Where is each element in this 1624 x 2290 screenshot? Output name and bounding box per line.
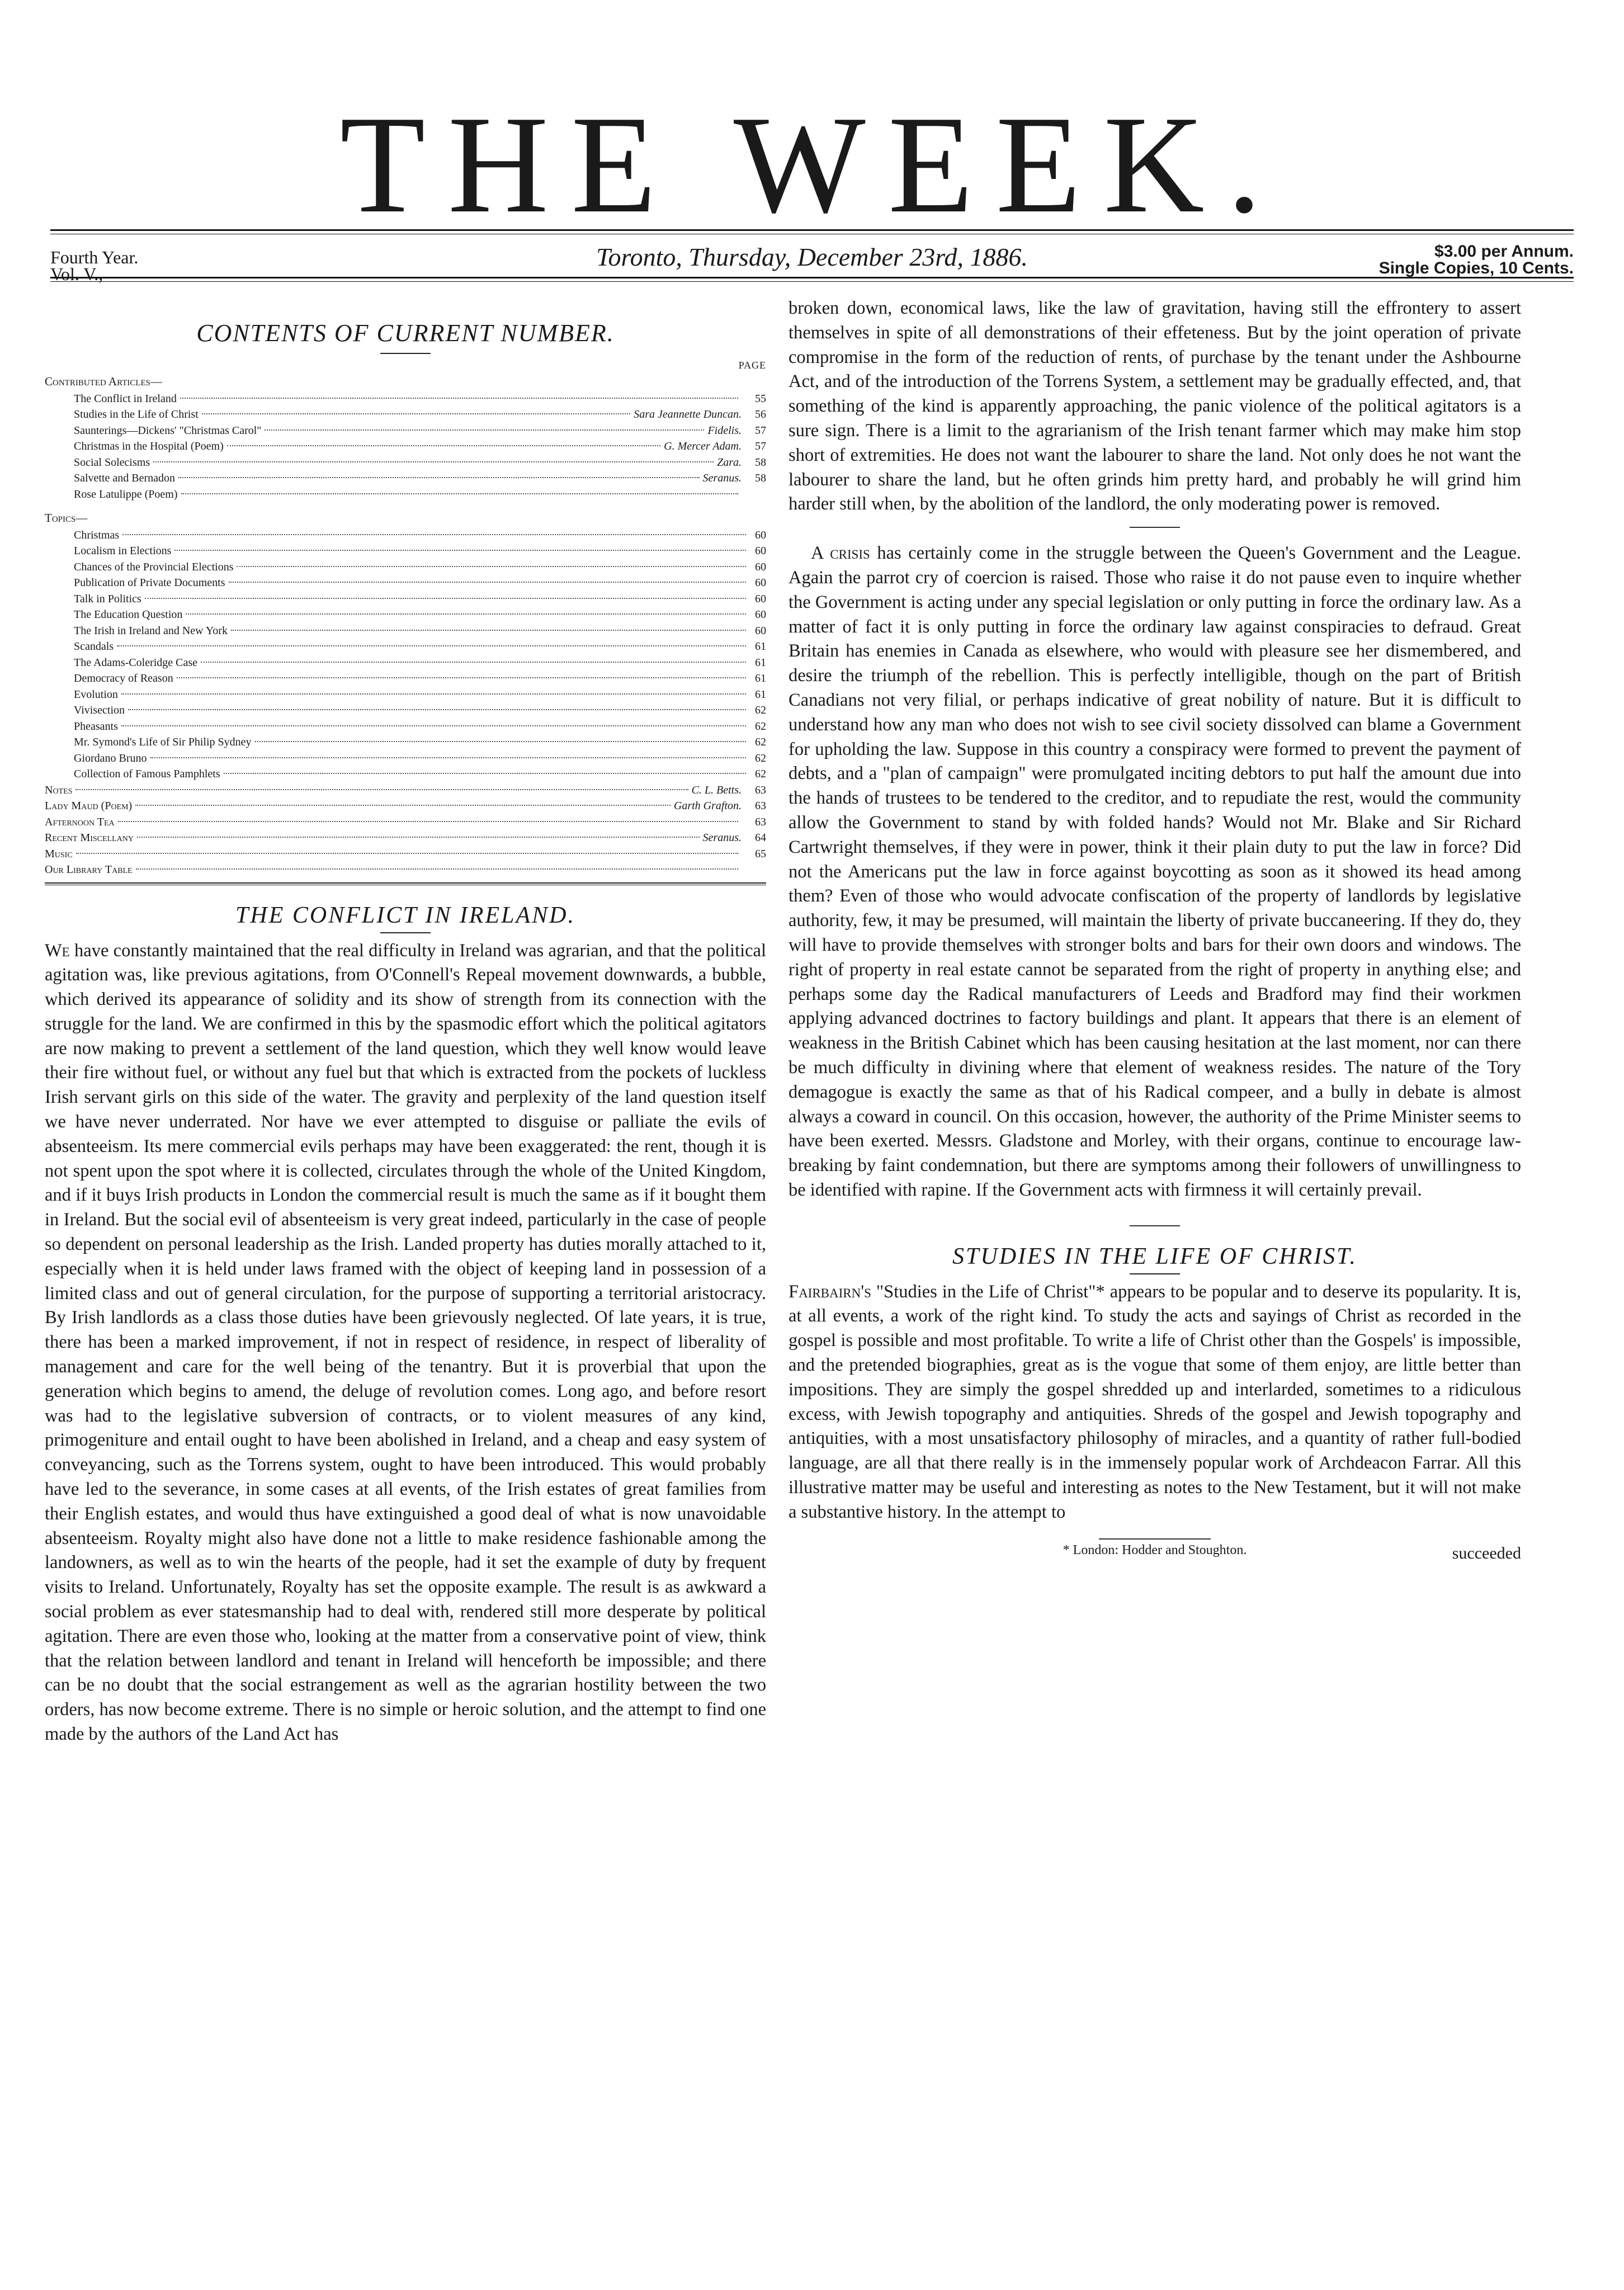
toc-leader-dots: [145, 598, 746, 599]
article-lead-word: We: [45, 940, 70, 961]
article-title-studies-life-of-christ: STUDIES IN THE LIFE OF CHRIST.: [952, 1243, 1357, 1269]
toc-entry-title: The Education Question: [74, 608, 183, 621]
toc-leader-dots: [237, 566, 746, 567]
contents-page-header: PAGE: [738, 360, 766, 371]
toc-leader-dots: [201, 662, 746, 663]
toc-leader-dots: [186, 613, 746, 615]
article-text: has certainly come in the struggle between the Queen's Government and the League. Again the parrot cry of coercion is raised. Those who raise it do not pause even to inquire whether the Government is acting under any special legislation or only putting in force the ordinary law. As a matter of fact it is only putting in force the ordinary law against conspiracies to defraud. Great Britain has enemies in Canada as elsewhere, who would with pleasure see her dismembered, and desire the triumph of the rebellion. This is perfectly intelligible, though on the part of British Canadians not very filial, or perhaps indicative of great nobility of nature. But it is difficult to understand how any man who does not wish to see civil society dissolved can blame a Government for upholding the law. Suppose in this country a conspiracy were formed to prevent the payment of debts, and a "plan of campaign" were promulgated inciting debtors to put half the amount due into the hands of trustees to be tendered to the creditor, and to repudiate the rest, would the community allow the Government to stand by with folded hands? Would not Mr. Blake and Sir Richard Cartwright themselves, if they were in power, think it their plain duty to put the law in force? Did not the Americans put the law in force against boycotting as soon as it showed its head among them? Even of those who would advocate confiscation of the property of landlords by legislative authority, few, it may be presumed, will maintain the liberty of private buccaneering. If they do, they will have to provide themselves with stronger bolts and bars for their own doors and windows. The right of property in real estate cannot be separated from the right of property in anything else; and perhaps some day the Radical manufacturers of Leeds and Bradford may find their workmen applying advanced doctrines to factory buildings and plant. It appears that there is an element of weakness in the British Cabinet which has been causing hesitation at the last moment, nor can there be much difficulty in divining where that element of weakness resides. The nature of the Tory demagogue is exactly the same as that of his Radical compeer, and a bully in debate is almost always a coward in council. On this occasion, however, the authority of the Prime Minister seems to have been exerted. Messrs. Gladstone and Morley, with their organs, continue to encourage law-breaking by faint condemnation, but there are symptoms among their followers of unwillingness to be identified with rapine. If the Government acts with firmness it will certainly prevail.: [789, 543, 1521, 1200]
catchword: succeeded: [1452, 1543, 1521, 1562]
toc-entry: [45, 470, 766, 487]
toc-entry-page: 62: [755, 704, 766, 716]
toc-leader-dots: [122, 534, 746, 535]
article-text: have constantly maintained that the real difficulty in Ireland was agrarian, and that the political agitation was, like previous agitations, from O'Connell's Repeal movement downwards, a bubble, which derived its appearance of solidity and its show of strength from its connection with the struggle for the land. We are confirmed in this by the spasmodic effort which the political agitators are now making to prevent a settlement of the land question, which they well know would leave their fire without fuel, or without any fuel but that which is extracted from the pockets of luckless Irish servant girls on this side of the water. The gravity and perplexity of the land question itself we have never underrated. Nor have we ever attempted to disguise or palliate the evils of absenteeism. Its mere commercial evils perhaps may have been exaggerated: the rent, though it is not spent upon the spot where it is collected, circulates through the whole of the United Kingdom, and if it buys Irish products in London the commercial result is much the same as if it bought them in Ireland. But the social evil of absenteeism is very great indeed, particularly in the case of people so dependent on personal leadership as the Irish. Landed property has duties morally attached to it, especially when it is held under laws framed with the object of keeping land in possession of a limited class and out of general circulation, for the purpose of supporting a territorial aristocracy. By Irish landlords as a class those duties have been grievously neglected. Of late years, it is true, there has been a marked improvement, if not in respect of residence, in respect of liberality of management and care for the well being of the tenantry. But it is proverbial that upon the generation which begins to amend, the deluge of revolution comes. Long ago, and before resort was had to the legislative subversion of contracts, or to violent measures of any kind, primogeniture and entail ought to have been abolished in Ireland, and a cheap and easy system of conveyancing, such as the Torrens system, ought to have been introduced. This would probably have led to the severance, in some cases at all events, of the Irish estates of great families from their English estates, and would thus have extinguished a good deal of what is now unavoidable absenteeism. Royalty might also have done not a little to make residence fashionable among the landowners, as well as to win the hearts of the people, had it set the example of duty by frequent visits to Ireland. Unfortunately, Royalty has set the opposite example. The result is as awkward a social problem as ever statesmanship had to deal with, rendered still more desperate by political agitation. There are even those who, looking at the matter from a conservative point of view, think that the relation between landlord and tenant in Ireland will henceforth be impossible; and there can be no doubt that the social estrangement as well as the agrarian hostility between the two orders, has now become extreme. There is no simple or heroic solution, and the attempt to find one made by the authors of the Land Act has: [45, 940, 766, 1744]
section-divider: [1130, 1225, 1180, 1226]
toc-entry-title: Publication of Private Documents: [74, 577, 225, 589]
toc-entry-page: 65: [755, 847, 766, 860]
toc-entry-title: Notes: [45, 783, 73, 796]
toc-entry-author: Seranus.: [702, 832, 742, 844]
contents-end-rule: [45, 882, 766, 884]
toc-entry: [45, 423, 766, 439]
toc-entry-page: 61: [755, 640, 766, 653]
toc-entry-author: C. L. Betts.: [691, 783, 742, 796]
toc-entry-title: Chances of the Provincial Elections: [74, 560, 234, 573]
toc-leader-dots: [121, 693, 746, 695]
toc-entry-title: Collection of Famous Pamphlets: [74, 768, 220, 780]
toc-entry: [45, 607, 766, 623]
toc-entry: [45, 575, 766, 591]
toc-entry-author: Garth Grafton.: [673, 800, 742, 812]
toc-entry: [45, 782, 766, 799]
toc-entry-title: Democracy of Reason: [74, 672, 173, 684]
toc-entry: [45, 487, 766, 503]
toc-leader-dots: [75, 789, 688, 790]
right-column: [789, 296, 1521, 2265]
dateline: [50, 238, 1574, 284]
toc-entry: [45, 671, 766, 687]
article-body-studies-life-of-christ: [789, 1280, 1521, 1525]
toc-entry: [45, 527, 766, 544]
toc-entry-title: Christmas in the Hospital (Poem): [74, 440, 224, 452]
toc-entry-page: 57: [755, 440, 766, 452]
toc-leader-dots: [128, 709, 746, 710]
masthead-rule-top: [50, 229, 1574, 231]
toc-entry-title: Vivisection: [74, 704, 125, 716]
article-lead-word: Fairbairn's: [789, 1281, 871, 1302]
toc-entry: [45, 798, 766, 814]
toc-entry-title: The Conflict in Ireland: [74, 392, 177, 405]
toc-entry-title: Localism in Elections: [74, 545, 172, 557]
toc-entry-page: 55: [755, 392, 766, 405]
toc-entry-page: 63: [755, 783, 766, 796]
toc-leader-dots: [76, 853, 738, 854]
footnote: * London: Hodder and Stoughton.: [1063, 1542, 1247, 1557]
article-title-rule: [380, 932, 431, 933]
toc-entry-title: The Adams-Coleridge Case: [74, 656, 198, 669]
article-continuation-conflict-in-ireland: broken down, economical laws, like the law of gravitation, having still the effrontery to assert themselves in spite of all demonstrations of their effeteness. But by the joint operation of private compromise in the form of the reduction of rents, of purchase by the tenant under the Ashbourne Act, and of the introduction of the Torrens System, a settlement may be gradually effected, and, that something of the kind is apparently approaching, the panic violence of the political agitators is a sure sign. There is a limit to the agrarianism of the Irish tenant farmer which may make him stop short of extremities. He does not want the labourer to share the land. Not only does he not want the labourer to share the land, but he often grinds him pretty hard, and probably he will grind him harder still when, by the abolition of the landlord, the only moderating power is removed.: [789, 298, 1521, 514]
toc-leader-dots: [118, 821, 738, 822]
toc-entry-page: 61: [755, 672, 766, 684]
toc-leader-dots: [117, 645, 746, 646]
volume-info: Fourth Year. Vol. V.,: [50, 247, 139, 284]
toc-entry-page: 61: [755, 656, 766, 669]
price-info: $3.00 per Annum. Single Copies, 10 Cents.: [1378, 242, 1574, 277]
toc-entry: [45, 766, 766, 782]
contents-title-rule: [380, 353, 431, 354]
toc-entry-title: The Irish in Ireland and New York: [74, 624, 228, 637]
toc-leader-dots: [229, 582, 746, 583]
toc-entry: [45, 655, 766, 671]
toc-entry-title: Christmas: [74, 528, 120, 541]
toc-leader-dots: [150, 757, 746, 758]
toc-entry: [45, 862, 766, 878]
section-divider: [1130, 527, 1180, 528]
toc-entry-title: Lady Maud (Poem): [45, 800, 133, 812]
toc-entry: [45, 391, 766, 407]
toc-entry: [45, 438, 766, 455]
toc-entry: [45, 702, 766, 719]
toc-entry: [45, 543, 766, 559]
toc-leader-dots: [137, 837, 700, 838]
toc-entry-page: 63: [755, 815, 766, 828]
toc-entry-author: Zara.: [717, 456, 742, 469]
toc-leader-dots: [265, 429, 704, 431]
masthead: [50, 87, 1574, 242]
toc-leader-dots: [180, 398, 738, 399]
toc-entry-title: Talk in Politics: [74, 592, 141, 605]
toc-leader-dots: [255, 741, 746, 742]
footnote-rule: [1099, 1538, 1211, 1540]
toc-entry-page: 60: [755, 545, 766, 557]
toc-other-list: [45, 782, 766, 878]
toc-entry-page: 62: [755, 768, 766, 780]
toc-contributed-list: [45, 391, 766, 503]
toc-entry-page: 60: [755, 624, 766, 637]
toc-leader-dots: [227, 445, 660, 446]
toc-leader-dots: [202, 413, 631, 414]
toc-entry-page: 64: [755, 832, 766, 844]
dateline-rule-bottom: [50, 277, 1574, 278]
toc-entry: [45, 559, 766, 575]
masthead-title: THE WEEK.: [339, 87, 1285, 242]
article-lead-word: A crisis: [811, 543, 870, 564]
toc-entry-title: Afternoon Tea: [45, 815, 115, 828]
toc-leader-dots: [121, 725, 746, 726]
toc-entry-title: Mr. Symond's Life of Sir Philip Sydney: [74, 736, 252, 748]
dateline-rule-bottom-thin: [50, 281, 1574, 282]
toc-entry-title: Social Solecisms: [74, 456, 150, 469]
toc-entry: [45, 814, 766, 830]
contents-title: CONTENTS OF CURRENT NUMBER.: [196, 319, 615, 347]
toc-entry-page: 62: [755, 720, 766, 733]
toc-entry-page: 60: [755, 560, 766, 573]
toc-entry: [45, 591, 766, 607]
toc-entry-title: Pheasants: [74, 720, 118, 733]
toc-entry-title: Giordano Bruno: [74, 752, 147, 764]
toc-entry-author: G. Mercer Adam.: [664, 440, 742, 452]
toc-entry: [45, 750, 766, 767]
left-column: [45, 296, 766, 2265]
toc-entry-title: Salvette and Bernadon: [74, 472, 176, 484]
toc-entry: [45, 687, 766, 703]
toc-leader-dots: [224, 773, 746, 774]
toc-entry-page: 60: [755, 608, 766, 621]
toc-entry-author: Sara Jeannette Duncan.: [634, 408, 742, 421]
toc-entry: [45, 407, 766, 423]
toc-entry: [45, 734, 766, 750]
issue-date: Toronto, Thursday, December 23rd, 1886.: [596, 243, 1028, 271]
toc-entry: [45, 830, 766, 846]
toc-leader-dots: [174, 550, 746, 551]
toc-entry-page: 60: [755, 592, 766, 605]
toc-leader-dots: [136, 868, 738, 870]
toc-entry-title: Evolution: [74, 688, 118, 701]
article-body-conflict-in-ireland: [45, 939, 766, 1747]
article-title-rule: [1130, 1273, 1180, 1274]
article-body-crisis: [789, 541, 1521, 1203]
toc-entry-page: 56: [755, 408, 766, 421]
toc-entry: [45, 846, 766, 862]
toc-entry-page: 61: [755, 688, 766, 701]
toc-entry-page: 60: [755, 528, 766, 541]
toc-entry: [45, 719, 766, 735]
toc-entry-page: 60: [755, 577, 766, 589]
toc-entry-title: Recent Miscellany: [45, 832, 134, 844]
toc-entry: [45, 639, 766, 655]
toc-entry-page: 62: [755, 752, 766, 764]
toc-topics-list: [45, 527, 766, 782]
toc-entry-title: Our Library Table: [45, 863, 133, 876]
toc-leader-dots: [153, 461, 714, 462]
table-of-contents: [45, 374, 766, 878]
toc-entry-page: 62: [755, 736, 766, 748]
toc-leader-dots: [178, 477, 699, 478]
toc-entry: [45, 455, 766, 471]
toc-section-topics: Topics—: [45, 511, 88, 525]
toc-entry-page: 58: [755, 456, 766, 469]
toc-entry-author: Seranus.: [702, 472, 742, 484]
toc-entry-title: Music: [45, 847, 73, 860]
toc-entry-page: 58: [755, 472, 766, 484]
article-title-conflict-in-ireland: THE CONFLICT IN IRELAND.: [235, 902, 575, 928]
toc-entry-title: Saunterings—Dickens' "Christmas Carol": [74, 424, 262, 437]
toc-leader-dots: [181, 493, 738, 494]
toc-entry-author: Fidelis.: [707, 424, 742, 437]
toc-leader-dots: [135, 805, 671, 806]
article-text: "Studies in the Life of Christ"* appears to be popular and to deserve its popularity. It is, at all events, a work of the right kind. To study the acts and sayings of Christ as recorded in the gospel is possible and most profitable. To write a life of Christ other than the Gospels' is impossible, and the pretended biographies, great as is the vogue that some of them enjoy, are little better than impositions. They are simply the gospel shredded up and interlarded, sometimes to a ridiculous excess, with Jewish topography and antiquities. Shreds of the gospel and Jewish topography and antiquities, with a most unsatisfactory philosophy of miracles, and a quantity of rather full-bodied language, are all that there really is in the immensely popular work of Archdeacon Farrar. All this illustrative matter may be useful and interesting as notes to the New Testament, but it will not make a substantive history. In the attempt to: [789, 1281, 1521, 1522]
toc-leader-dots: [177, 677, 746, 678]
toc-entry: [45, 623, 766, 639]
toc-entry-title: Rose Latulippe (Poem): [74, 488, 178, 501]
toc-leader-dots: [231, 630, 746, 631]
toc-entry-page: 57: [755, 424, 766, 437]
toc-section-contributed: Contributed Articles—: [45, 375, 163, 388]
toc-entry-page: 63: [755, 800, 766, 812]
toc-entry-title: Scandals: [74, 640, 114, 653]
toc-entry-title: Studies in the Life of Christ: [74, 408, 199, 421]
